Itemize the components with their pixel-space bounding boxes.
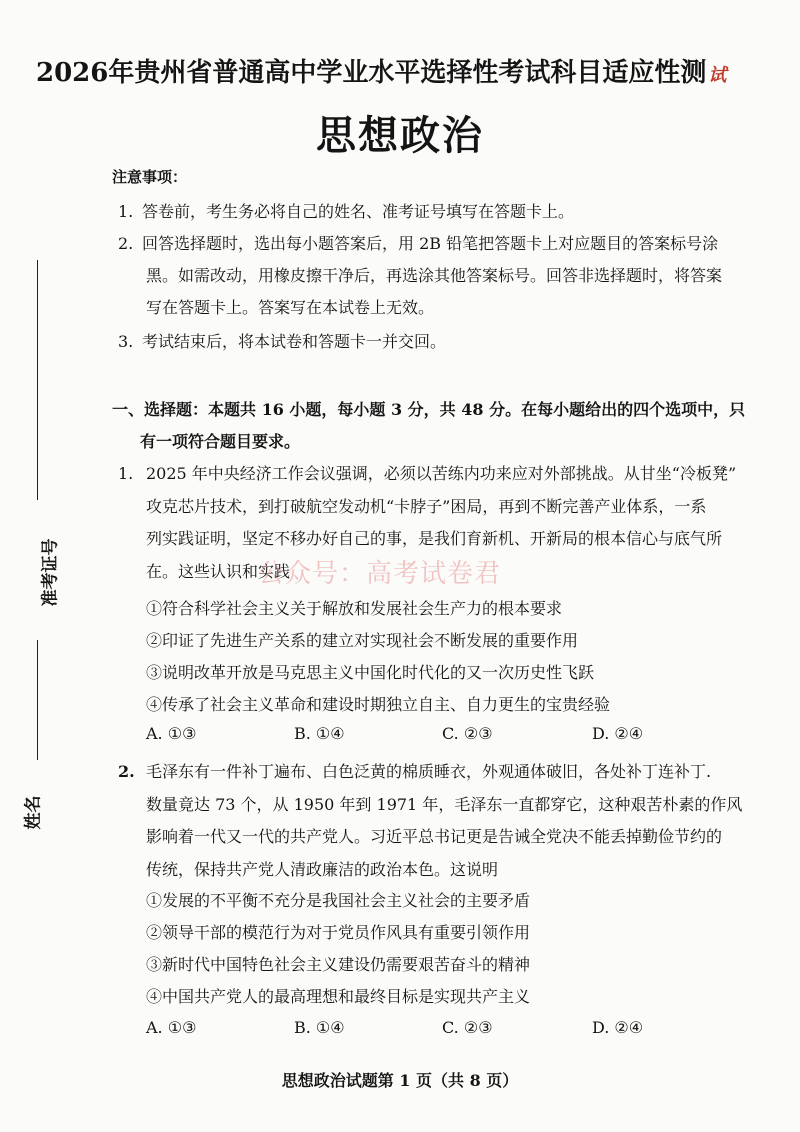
question-2-stem: 2. 毛泽东有一件补丁遍布、白色泛黄的棉质睡衣，外观通体破旧，各处补丁连补丁. 数量竟达 73 个，从 1950 年到 1971 年，毛泽东一直都穿它，这种艰苦朴素的作风 影响着一代又一代的共产党人。习近平总书记更是告诫全党决不能丢掉勤俭节约的 传统，保持共产党人清政廉洁的政治本色。这说明	[118, 762, 743, 879]
question-1-stem: 1. 2025 年中央经济工作会议强调，必须以苦练内功来应对外部挑战。从甘坐“冷板凳” 攻克芯片技术，到打破航空发动机“卡脖子”困局，再到不断完善产业体系，一系 列实践证明，坚定不移办好自己的事，是我们育新机、开新局的根本信心与底气所 在。这些认识和实践	[118, 464, 737, 581]
page-footer: 思想政治试题第 1 页（共 8 页）	[281, 1071, 519, 1090]
q1-statement-1: ①符合科学社会主义关于解放和发展社会生产力的根本要求	[146, 599, 563, 618]
q1-statement-3: ③说明改革开放是马克思主义中国化时代化的又一次历史性飞跃	[146, 663, 595, 682]
note-item-2: 2. 回答选择题时，选出每小题答案后，用 2B 铅笔把答题卡上对应题目的答案标号涂 黑。如需改动，用橡皮擦干净后，再选涂其他答案标号。回答非选择题时，将答案 写在答题卡上。答案写在本试卷上无效。	[118, 234, 723, 317]
watermark: 公众号：高考试卷君	[258, 559, 502, 589]
q2-choice-c: C. ②③	[442, 1018, 493, 1037]
q1-choice-b: B. ①④	[294, 724, 345, 743]
q2-choice-b: B. ①④	[294, 1018, 345, 1037]
q2-statement-3: ③新时代中国特色社会主义建设仍需要艰苦奋斗的精神	[146, 955, 531, 974]
notes-heading: 注意事项：	[112, 168, 188, 186]
note-item-1: 1. 答卷前，考生务必将自己的姓名、准考证号填写在答题卡上。	[118, 202, 575, 221]
q1-choice-c: C. ②③	[442, 724, 493, 743]
q1-statement-4: ④传承了社会主义革命和建设时期独立自主、自力更生的宝贵经验	[146, 695, 611, 714]
q2-statement-1: ①发展的不平衡不充分是我国社会主义社会的主要矛盾	[146, 891, 531, 910]
binding-line-top	[37, 260, 38, 500]
note-item-3: 3. 考试结束后，将本试卷和答题卡一并交回。	[118, 332, 447, 351]
q1-choice-d: D. ②④	[592, 724, 644, 743]
q2-choice-a: A. ①③	[146, 1018, 197, 1037]
q1-statement-2: ②印证了先进生产关系的建立对实现社会不断发展的重要作用	[146, 631, 579, 650]
exam-title-mark: 试	[708, 65, 727, 86]
q1-choice-a: A. ①③	[146, 724, 197, 743]
exam-id-label: 准考证号	[40, 538, 61, 607]
subject-title: 思想政治	[316, 112, 484, 159]
exam-title	[36, 52, 756, 89]
section-heading: 一、选择题：本题共 16 小题，每小题 3 分，共 48 分。在每小题给出的四个选项中，只 有一项符合题目要求。	[112, 400, 746, 451]
name-label: 姓名	[23, 795, 44, 830]
exam-title-text: 2026年贵州省普通高中学业水平选择性考试科目适应性测	[36, 58, 707, 88]
binding-line-middle	[37, 640, 38, 760]
q2-statement-2: ②领导干部的模范行为对于党员作风具有重要引领作用	[146, 923, 531, 942]
q2-statement-4: ④中国共产党人的最高理想和最终目标是实现共产主义	[146, 987, 531, 1006]
q2-choice-d: D. ②④	[592, 1018, 644, 1037]
